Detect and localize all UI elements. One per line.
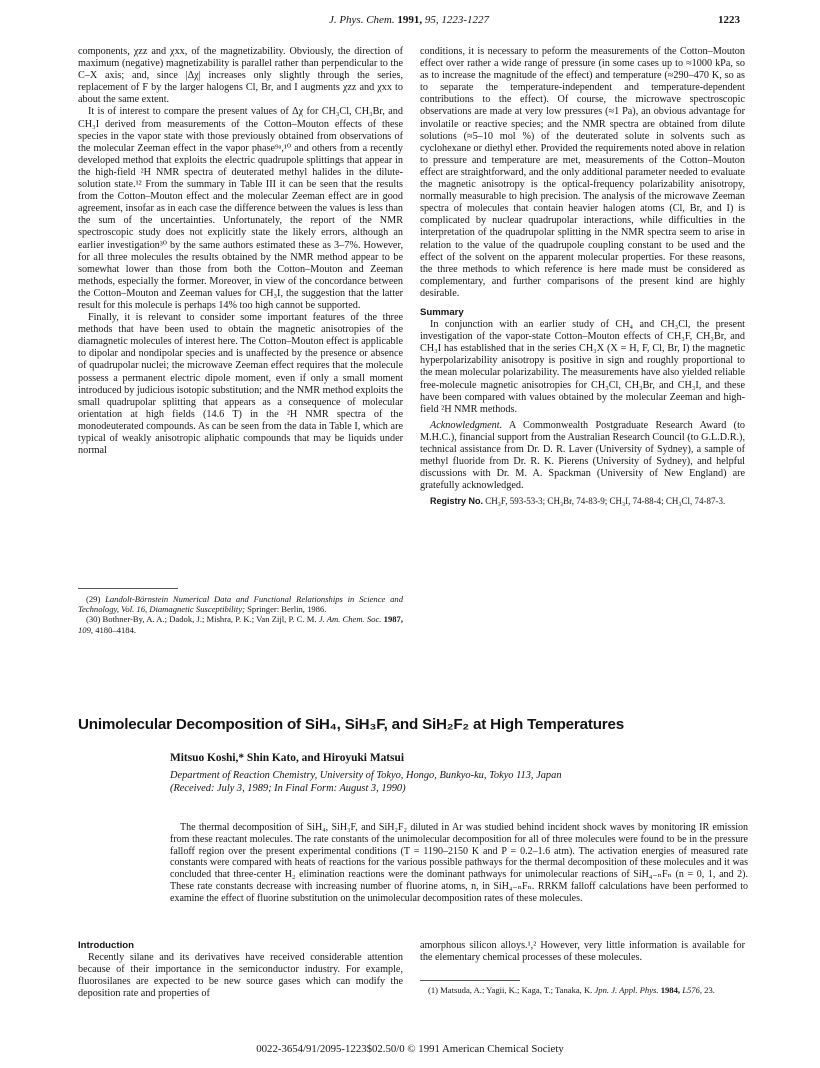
acknowledgment: Acknowledgment. A Commonwealth Postgraduate Research Award (to M.H.C.), financial support from the Australian Research Council (to G.L.D.R.), technical assistance from Dr. D. R. Laver (University of Sydney), a sample of methyl fluoride from Dr. R. K. Pierens (University of Sydney), and helpful discussions with Dr. M. A. Spackman (University of New England) are gratefully acknowledged. [420, 419, 745, 492]
footnote-1: (1) Matsuda, A.; Yagii, K.; Kaga, T.; Tanaka, K. Jpn. J. Appl. Phys. 1984, L576, 23. [428, 985, 715, 995]
journal-citation [78, 14, 740, 26]
article-authors: Mitsuo Koshi,* Shin Kato, and Hiroyuki Matsui [170, 752, 404, 764]
copyright-footer: 0022-3654/91/2095-1223$02.50/0 © 1991 American Chemical Society [256, 1043, 564, 1055]
journal-name: J. Phys. Chem. [328, 14, 395, 26]
paragraph: Recently silane and its derivatives have received considerable attention because of their importance in the semiconductor industry. For example, fluorosilanes are expected to be new source gases which can modify the deposition rate and properties of [78, 952, 403, 1000]
paragraph: components, χzz and χxx, of the magnetizability. Obviously, the direction of maximum (negative) magnetizability is parallel rather than perpendicular to the C–X axis; and, since |Δχ| increases only slightly through the series, replacement of F by the larger halogens Cl, Br, and I augments χzz and χxx to about the same extent. [78, 46, 403, 106]
paragraph: amorphous silicon alloys.¹,² However, very little information is available for the elementary chemical processes of these molecules. [420, 940, 745, 964]
abstract-text: The thermal decomposition of SiH₄, SiH₃F, and SiH₂F₂ diluted in Ar was studied behind incident shock waves by monitoring IR emission from these reactant molecules. The rate constants of the unimolecular decomposition for all of three molecules were found to be in the pressure falloff region over the present experimental conditions (T = 1190–2150 K and P = 0.2–1.6 atm). The activation energies of measured rate constants were compared with heats of reactions for the various possible pathways for the thermal decomposition of these molecules and it was concluded that three-center H₂ elimination reactions were the dominant pathways for unimolecular reactions of SiH₄₋ₙFₙ (n = 0, 1, and 2). These rate constants decrease with increasing number of fluorine atoms, n, in SiH₄₋ₙFₙ. RRKM falloff calculations have been performed to examine the effect of fluorine substitution on the unimolecular decomposition rates of these molecules. [170, 822, 748, 904]
footnotes [420, 985, 745, 995]
running-header [78, 14, 740, 32]
registry-numbers: Registry No. CH₃F, 593-53-3; CH₃Br, 74-83-9; CH₃I, 74-88-4; CH₃Cl, 74-87-3. [430, 496, 726, 507]
paragraph: conditions, it is necessary to peform the measurements of the Cotton–Mouton effect over rather a wide range of pressure (in some cases up to ≈1000 kPa, so as to increase the magnitude of the effect) and temperature (≈290–470 K, so as to separate the temperature-independent and temperature-dependent contributions to the effect). Of course, the microwave spectroscopic observations are made at very low pressures (≈1 Pa), an obvious advantage for involatile or reactive species; and the NMR spectra are obtained from dilute solutions (≈5–10 mol %) of the deuterated solute in solvents such as cyclohexane or diethyl ether. Provided the requirements noted above in relation to pressure and temperature are met, measurements of the Cotton–Mouton effect are straightforward, and the only additional parameter needed to evaluate the magnetic anisotropy is the optical-frequency polarizability anisotropy, normally measurable to high precision. The analysis of the microwave Zeeman spectra of molecules that contain heavier halogen atoms (Cl, Br, and I) is complicated by nuclear quadrupolar interactions, while difficulties in the interpretation of the quadrupolar splitting in the NMR spectra seem to arise in relation to the value of the quadrupole coupling constant to be used and the effect of the solvent on the apparent molecular properties. For these reasons, the three methods to which reference is here made must be considered as complementary, and further comparisons of the present kind are highly desirable. [420, 46, 745, 299]
intro-right-column [420, 940, 745, 964]
article-title: Unimolecular Decomposition of SiH₄, SiH₃F, and SiH₂F₂ at High Temperatures [78, 716, 625, 733]
paragraph: Finally, it is relevant to consider some important features of the three methods that have been used to obtain the magnetic anisotropies of the diamagnetic molecules of interest here. The Cotton–Mouton effect is applicable to dipolar and nondipolar species and is unaffected by the presence or absence of quadrupolar nuclei; the microwave Zeeman effect requires that the molecule possess a permanent electric dipole moment, even if only a small moment introduced by judicious isotopic substitution; and the NMR method exploits the small quadrupolar splitting that appears as a consequence of molecular orientation at high fields (14.6 T) in the ²H NMR spectra of the monodeuterated compounds. As can be seen from the data in Table I, which are typical of weakly anisotropic aliphatic compounds that may be liquids under normal [78, 312, 403, 457]
acknowledgment-heading: Acknowledgment. [430, 419, 503, 431]
journal-volume: 95, [424, 14, 439, 26]
paragraph: It is of interest to compare the present values of Δχ for CH₃Cl, CH₃Br, and CH₃I derived from measurements of the Cotton–Mouton effects of these species in the vapor state with those previously obtained from observations of the molecular Zeeman effect in the vapor phase⁹ᵃ,¹⁰ and others from a recently developed method that exploits the electric quadrupole splittings that appear in the high-field ²H NMR spectra of deuterated methyl halides in the dilute-solution state.¹² From the summary in Table III it can be seen that the results from the Cotton–Mouton effect and the molecular Zeeman effect are in good agreement, insofar as in each case the difference between the values is less than the sum of the uncertainties. Unfortunately, the report of the NMR spectroscopic study does not explicitly state the likely errors, although an earlier investigation³⁰ by the same authors estimated these as 3–7%. However, for all three molecules the results obtained by the NMR method appear to be somewhat lower than those from both the Cotton–Mouton and Zeeman methods, especially the former. Moreover, in view of the concordance between the Cotton–Mouton and Zeeman values for CH₃I, the suggestion that the latter result for this molecule is perhaps 14% too high cannot be supported. [78, 106, 403, 311]
abstract [170, 822, 748, 905]
footnote-29: (29) Landolt-Börnstein Numerical Data and Functional Relationships in Science and Technology, Vol. 16, Diamagnetic Susceptibility; Springer: Berlin, 1986. [78, 594, 403, 615]
footnote-rule [420, 980, 520, 981]
summary-heading: Summary [420, 306, 464, 318]
journal-year: 1991, [397, 14, 423, 26]
introduction-heading: Introduction [78, 940, 134, 951]
page-number: 1223 [718, 14, 740, 26]
summary-paragraph: In conjunction with an earlier study of CH₄ and CH₃Cl, the present investigation of the vapor-state Cotton–Mouton effects of CH₃F, CH₃Br, and CH₃I has established that in the series CH₃X (X = H, F, Cl, Br, I) the magnetic hyperpolarizability anisotropy is positive in sign and roughly proportional to the mean molecular polarizability. The measurements have also yielded reliable free-molecule magnetic anisotropies for CH₃Cl, CH₃Br, and CH₃I, and these have been compared with values obtained by the molecular Zeeman and high-field ²H NMR methods. [420, 319, 745, 415]
right-column [420, 46, 745, 507]
journal-pages: 1223-1227 [441, 14, 490, 26]
footnotes [78, 594, 403, 635]
left-column [78, 46, 403, 457]
affiliation: Department of Reaction Chemistry, University of Tokyo, Hongo, Bunkyo-ku, Tokyo 113, Japan [170, 770, 562, 781]
registry-heading: Registry No. [430, 496, 484, 507]
footnote-rule [78, 588, 178, 589]
intro-left-column [78, 940, 403, 1000]
received-date: (Received: July 3, 1989; In Final Form: August 3, 1990) [170, 782, 406, 794]
footnote-30: (30) Bothner-By, A. A.; Dadok, J.; Mishra, P. K.; Van Zijl, P. C. M. J. Am. Chem. Soc. 1987, 109, 4180–4184. [78, 614, 403, 635]
affiliation-block [170, 770, 750, 795]
